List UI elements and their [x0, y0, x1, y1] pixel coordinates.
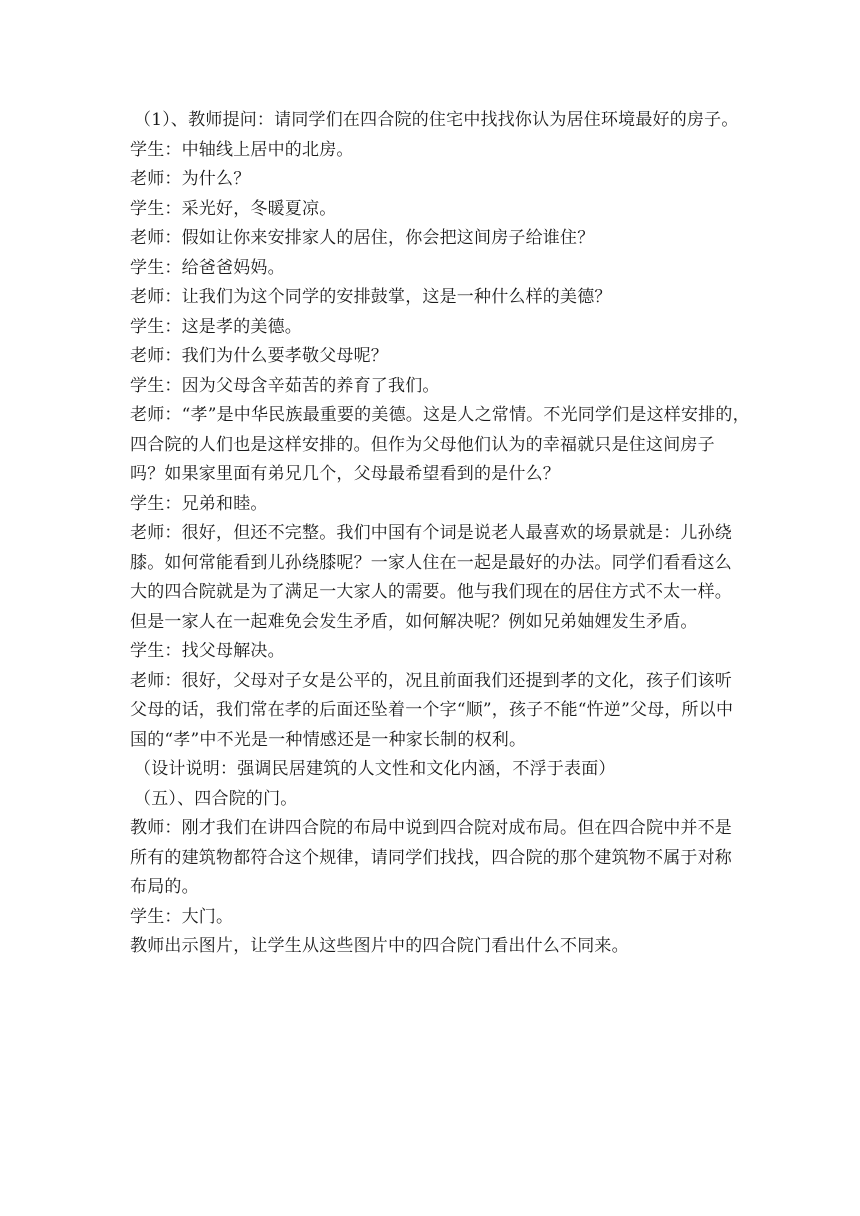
text-line: 膝。如何常能看到儿孙绕膝呢？一家人住在一起是最好的办法。同学们看看这么 — [130, 552, 732, 573]
text-line: 学生：因为父母含辛茹苦的养育了我们。 — [130, 375, 440, 396]
text-line: 布局的。 — [130, 877, 199, 897]
text-line: 国的“孝”中不光是一种情感还是一种家长制的权利。 — [130, 729, 527, 750]
text-line: 所有的建筑物都符合这个规律，请同学们找找，四合院的那个建筑物不属于对称 — [130, 847, 732, 868]
text-line: 学生：大门。 — [130, 906, 234, 927]
text-line: 老师：很好，但还不完整。我们中国有个词是说老人最喜欢的场景就是：儿孙绕 — [130, 523, 732, 543]
text-line: 老师：“孝”是中华民族最重要的美德。这是人之常情。不光同学们是这样安排的， — [130, 405, 750, 425]
document-body — [130, 106, 750, 962]
text-line: 老师：让我们为这个同学的安排鼓掌，这是一种什么样的美德？ — [130, 287, 612, 307]
text-line: 但是一家人在一起难免会发生矛盾，如何解决呢？例如兄弟妯娌发生矛盾。 — [130, 611, 698, 632]
text-line: 老师：很好，父母对子女是公平的，况且前面我们还提到孝的文化，孩子们该听 — [130, 670, 732, 691]
text-line: 学生：这是孝的美德。 — [130, 316, 302, 337]
text-line: 学生：采光好，冬暖夏凉。 — [130, 198, 337, 219]
text-line: 学生：给爸爸妈妈。 — [130, 257, 285, 278]
text-line: 四合院的人们也是这样安排的。但作为父母他们认为的幸福就只是住这间房子 — [130, 434, 715, 455]
text-line: 老师：为什么？ — [130, 169, 251, 189]
text-line: 学生：兄弟和睦。 — [130, 493, 268, 514]
text-line: 教师：刚才我们在讲四合院的布局中说到四合院对成布局。但在四合院中并不是 — [130, 818, 732, 838]
text-line: 老师：我们为什么要孝敬父母呢？ — [130, 346, 388, 366]
text-line: 父母的话，我们常在孝的后面还坠着一个字“顺”，孩子不能“忤逆”父母，所以中 — [130, 700, 734, 720]
text-line: 吗？如果家里面有弟兄几个，父母最希望看到的是什么？ — [130, 464, 560, 484]
text-line: 学生：中轴线上居中的北房。 — [130, 139, 354, 160]
text-line: 大的四合院就是为了满足一大家人的需要。他与我们现在的居住方式不太一样。 — [130, 582, 732, 602]
text-line: （设计说明：强调民居建筑的人文性和文化内涵，不浮于表面） — [134, 759, 616, 779]
text-line: 学生：找父母解决。 — [130, 641, 285, 661]
text-line: 教师出示图片，让学生从这些图片中的四合院门看出什么不同来。 — [130, 936, 629, 956]
text-line: 老师：假如让你来安排家人的居住，你会把这间房子给谁住？ — [130, 228, 595, 248]
text-line: （五）、四合院的门。 — [134, 788, 298, 809]
text-line: （1）、教师提问：请同学们在四合院的住宅中找找你认为居住环境最好的房子。 — [134, 110, 739, 130]
